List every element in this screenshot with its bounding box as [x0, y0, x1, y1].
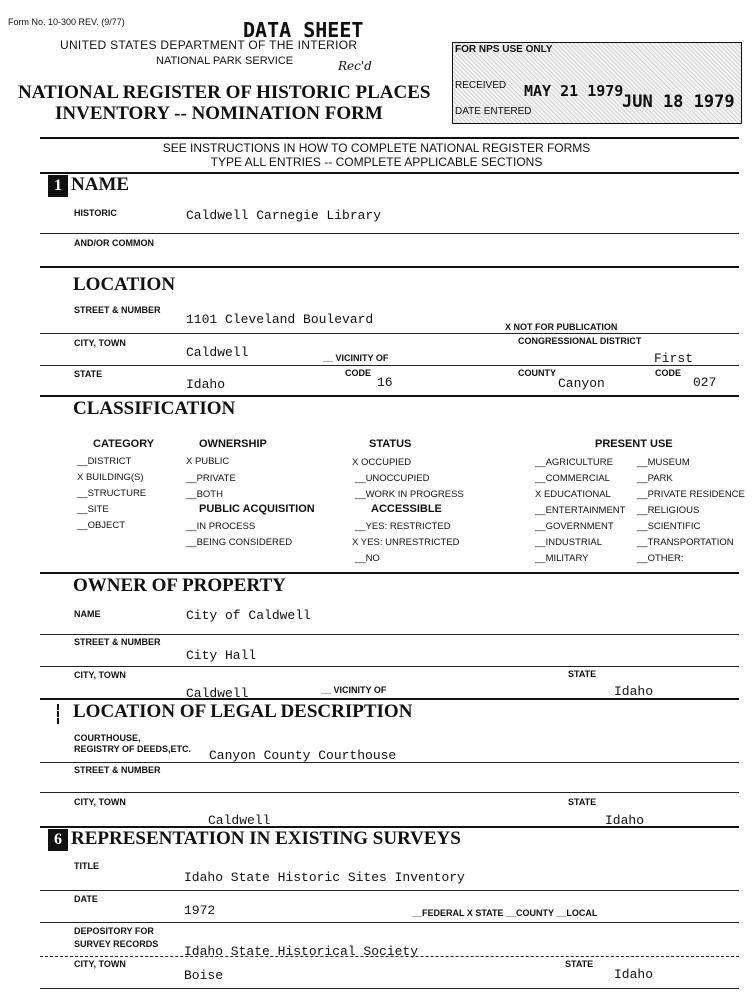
state-code: 16	[377, 375, 393, 390]
divider	[40, 698, 739, 700]
section-number: 1	[48, 175, 68, 197]
date-entered-label: DATE ENTERED	[455, 106, 532, 117]
present-use-option: __SCIENTIFIC	[637, 521, 701, 532]
survey-city-label: CITY, TOWN	[74, 959, 126, 969]
vicinity-label: __ VICINITY OF	[323, 353, 389, 363]
divider	[40, 266, 739, 268]
present-use-option: __TRANSPORTATION	[637, 537, 734, 548]
owner-city-label: CITY, TOWN	[74, 670, 126, 680]
survey-city-value: Boise	[184, 968, 224, 983]
field-line	[40, 666, 739, 667]
section-number: 6	[48, 829, 68, 851]
owner-state-label: STATE	[568, 669, 597, 679]
present-use-option: X EDUCATIONAL	[535, 489, 611, 500]
present-use-option: __ENTERTAINMENT	[535, 505, 626, 516]
divider	[40, 137, 739, 139]
survey-date-label: DATE	[74, 894, 98, 904]
ownership-option: __BOTH	[186, 489, 223, 500]
present-use-option: __COMMERCIAL	[535, 473, 610, 484]
category-option: __OBJECT	[77, 520, 126, 531]
county-code-label: CODE	[655, 368, 682, 378]
section-surveys-heading	[48, 828, 461, 851]
section-classification-heading: CLASSIFICATION	[73, 398, 236, 419]
legal-street-label: STREET & NUMBER	[74, 765, 161, 775]
legal-city-label: CITY, TOWN	[74, 797, 126, 807]
street-label: STREET & NUMBER	[74, 305, 161, 315]
present-use-option: __GOVERNMENT	[535, 521, 614, 532]
form-title-line1: NATIONAL REGISTER OF HISTORIC PLACES	[18, 82, 431, 103]
divider	[40, 395, 739, 397]
section-marker	[57, 704, 61, 724]
present-use-option: __INDUSTRIAL	[535, 537, 603, 548]
owner-name-value: City of Caldwell	[186, 608, 311, 623]
city-value: Caldwell	[186, 345, 249, 360]
depository-label: DEPOSITORY FOR	[74, 926, 154, 936]
legal-city-value: Caldwell	[208, 813, 271, 828]
field-line	[40, 762, 739, 763]
category-heading: CATEGORY	[93, 438, 155, 450]
code-label: CODE	[345, 368, 372, 378]
public-acquisition-heading: PUBLIC ACQUISITION	[199, 503, 315, 515]
field-line	[40, 922, 739, 923]
historic-label: HISTORIC	[74, 208, 117, 218]
legal-state-value: Idaho	[605, 813, 645, 828]
survey-state-value: Idaho	[614, 967, 654, 982]
received-label: RECEIVED	[455, 80, 507, 91]
status-option: __WORK IN PROGRESS	[355, 489, 464, 500]
owner-city-value: Caldwell	[186, 686, 249, 701]
field-line	[40, 233, 739, 234]
handwritten-note: Rec'd	[338, 59, 372, 73]
field-line	[40, 956, 739, 957]
street-value: 1101 Cleveland Boulevard	[186, 312, 374, 327]
category-option: __SITE	[77, 504, 109, 515]
registry-label: REGISTRY OF DEEDS,ETC.	[74, 744, 192, 754]
survey-records-label: SURVEY RECORDS	[74, 939, 159, 949]
category-option: X BUILDING(S)	[77, 472, 144, 483]
congressional-value: First	[654, 351, 694, 366]
public-acq-option: __IN PROCESS	[186, 521, 256, 532]
instructions-line1: SEE INSTRUCTIONS IN HOW TO COMPLETE NATIONAL REGISTER FORMS	[162, 141, 591, 155]
city-label: CITY, TOWN	[74, 338, 126, 348]
county-value: Canyon	[558, 376, 605, 391]
county-label: COUNTY	[518, 368, 556, 378]
section-name-heading	[48, 174, 129, 197]
ownership-option: X PUBLIC	[186, 456, 230, 467]
received-date: MAY 21 1979	[524, 82, 624, 100]
state-label: STATE	[74, 369, 103, 379]
status-option: __UNOCCUPIED	[355, 473, 430, 484]
county-code: 027	[693, 375, 717, 390]
legal-state-label: STATE	[568, 797, 597, 807]
accessible-option: X YES: UNRESTRICTED	[352, 537, 460, 548]
state-value: Idaho	[186, 377, 226, 392]
courthouse-label: COURTHOUSE,	[74, 733, 141, 743]
status-heading: STATUS	[369, 438, 412, 450]
accessible-option: __NO	[355, 553, 380, 564]
survey-title-value: Idaho State Historic Sites Inventory	[184, 870, 465, 885]
present-use-option: __PRIVATE RESIDENCE	[637, 489, 745, 500]
section-title: NAME	[71, 174, 130, 195]
present-use-option: __RELIGIOUS	[637, 505, 700, 516]
present-use-option: __PARK	[637, 473, 673, 484]
section-legal-heading: LOCATION OF LEGAL DESCRIPTION	[73, 701, 413, 722]
status-option: X OCCUPIED	[352, 457, 412, 468]
present-use-heading: PRESENT USE	[595, 438, 673, 450]
survey-title-label: TITLE	[74, 861, 99, 871]
not-for-publication: X NOT FOR PUBLICATION	[505, 322, 618, 332]
owner-state-value: Idaho	[614, 684, 654, 699]
survey-date-value: 1972	[184, 903, 216, 918]
field-line	[40, 365, 739, 366]
field-line	[40, 333, 739, 334]
section-title: REPRESENTATION IN EXISTING SURVEYS	[71, 828, 461, 849]
section-location-heading: LOCATION	[73, 274, 176, 295]
nps-box-heading: FOR NPS USE ONLY	[455, 44, 553, 55]
divider	[40, 572, 739, 574]
section-owner-heading: OWNER OF PROPERTY	[73, 575, 286, 596]
form-title-line2: INVENTORY -- NOMINATION FORM	[55, 103, 383, 124]
present-use-option: __MUSEUM	[637, 457, 690, 468]
field-line	[40, 890, 739, 891]
divider	[40, 172, 739, 174]
owner-vicinity-label: __ VICINITY OF	[321, 685, 387, 695]
courthouse-value: Canyon County Courthouse	[209, 748, 397, 763]
present-use-option: __MILITARY	[535, 553, 589, 564]
owner-street-label: STREET & NUMBER	[74, 637, 161, 647]
owner-street-value: City Hall	[186, 648, 257, 663]
ownership-heading: OWNERSHIP	[199, 438, 267, 450]
agency-name: UNITED STATES DEPARTMENT OF THE INTERIOR	[60, 38, 358, 52]
survey-level: __FEDERAL X STATE __COUNTY __LOCAL	[412, 908, 598, 918]
service-name: NATIONAL PARK SERVICE	[156, 55, 294, 67]
survey-state-label: STATE	[565, 959, 594, 969]
ownership-option: __PRIVATE	[186, 473, 236, 484]
field-line	[40, 634, 739, 635]
form-number: Form No. 10-300 REV. (9/77)	[8, 17, 125, 27]
field-line	[40, 792, 739, 793]
category-option: __STRUCTURE	[77, 488, 147, 499]
data-sheet-stamp: DATA SHEET	[243, 18, 364, 42]
accessible-option: __YES: RESTRICTED	[355, 521, 451, 532]
depository-value: Idaho State Historical Society	[184, 944, 419, 959]
accessible-heading: ACCESSIBLE	[371, 503, 442, 515]
category-option: __DISTRICT	[77, 456, 132, 467]
instructions-line2: TYPE ALL ENTRIES -- COMPLETE APPLICABLE SECTIONS	[210, 155, 543, 169]
date-entered-value: JUN 18 1979	[622, 92, 735, 112]
historic-name: Caldwell Carnegie Library	[186, 208, 382, 223]
owner-name-label: NAME	[74, 609, 101, 619]
present-use-option: __AGRICULTURE	[535, 457, 613, 468]
public-acq-option: __BEING CONSIDERED	[186, 537, 293, 548]
field-line	[40, 988, 739, 989]
present-use-option: __OTHER:	[637, 553, 684, 564]
congressional-label: CONGRESSIONAL DISTRICT	[518, 336, 642, 346]
common-label: AND/OR COMMON	[74, 238, 154, 248]
